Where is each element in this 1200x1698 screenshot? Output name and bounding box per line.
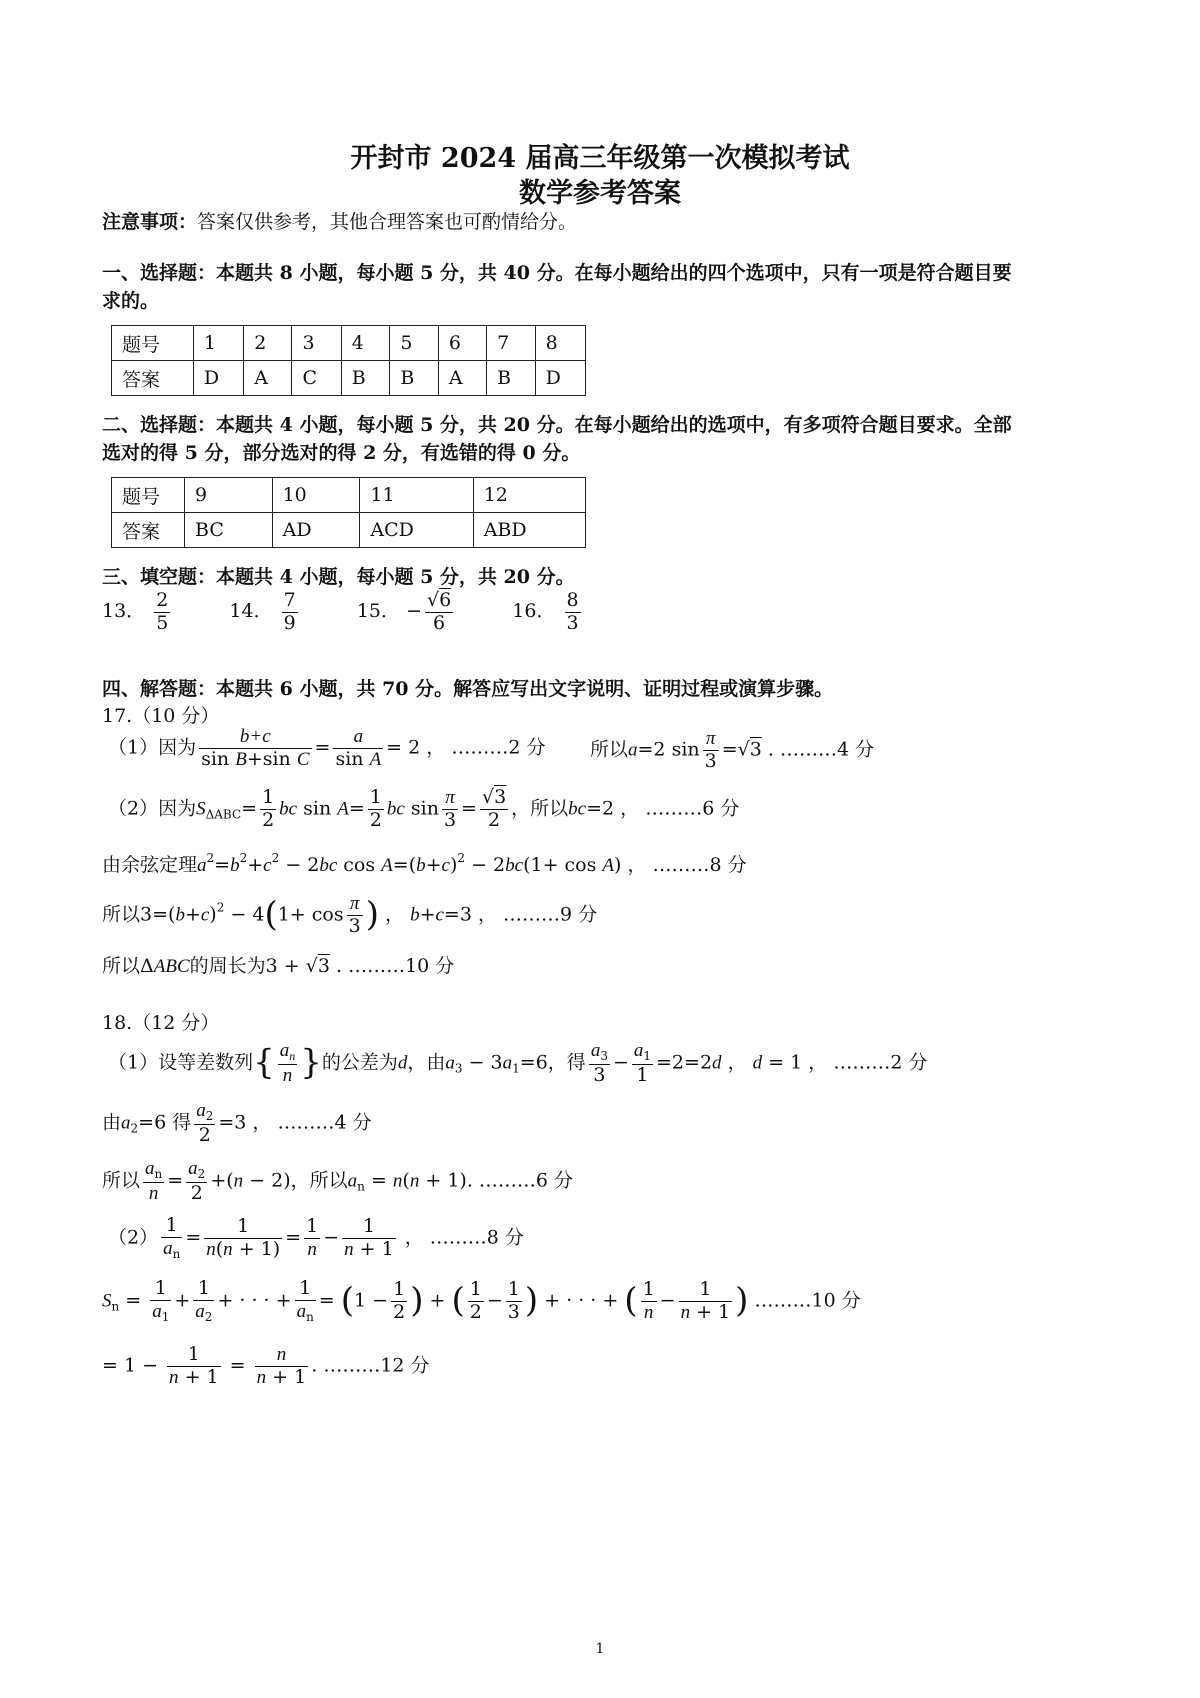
q17-line4: 所以$3=(b+c)^2 - 4(1+ \cos$ $\frac{\pi}{3}$ ) ， b+c=3 ， ………9 分 (102, 893, 598, 937)
answer-13: 13． $\frac{2}{5}$ (102, 589, 169, 634)
q18-line5: $S_n$ = $\frac{1}{a_1}$ + $\frac{1}{a_2}$ + · · · + $\frac{1}{a_n}$ = (1 − $\frac{1}{2}$ ) + ( $\frac{1}{2}$ − $\frac{1}{3}$ ) + · · · + ( $\frac{1}{n}$ − $\frac{1}{n + 1}$ ) ………10 分 (102, 1277, 861, 1324)
table-row (112, 361, 586, 396)
notice (102, 207, 577, 234)
answer-14: 14． $\frac{7}{9}$ (229, 589, 296, 634)
section1-heading-line2: 求的。 (102, 290, 160, 312)
q18-label: 18.（12 分） (102, 1012, 220, 1034)
table-cell: 题号 (112, 478, 185, 513)
section2-answer-table (111, 477, 586, 548)
table-cell: 6 (438, 326, 486, 361)
table-cell: A (438, 361, 486, 396)
table-cell: B (390, 361, 439, 396)
table-cell: B (487, 361, 536, 396)
table-cell: 2 (244, 326, 292, 361)
table-cell: C (292, 361, 341, 396)
table-cell: 答案 (112, 361, 194, 396)
table-cell: 5 (390, 326, 439, 361)
table-cell: D (193, 361, 243, 396)
table-cell: 8 (535, 326, 585, 361)
section1-answer-table (111, 325, 586, 396)
section1-heading-line1: 一、选择题：本题共 8 小题，每小题 5 分，共 40 分。在每小题给出的四个选项中，只有一项是符合题目要 (102, 262, 1012, 284)
notice-text: 答案仅供参考，其他合理答案也可酌情给分。 (197, 211, 578, 233)
table-cell: 9 (185, 478, 273, 513)
table-cell: 10 (272, 478, 360, 513)
table-cell: 4 (341, 326, 390, 361)
q17-part1: （1）因为 $\frac{b+c}{\text{sin B+sin C}}$ = $\frac{a}{\text{sin A}}$ = 2 ， ………2 分 (108, 726, 546, 770)
doc-subtitle: 数学参考答案 (519, 178, 681, 209)
q18-line3: 所以 $\frac{a_n}{n}$ = $\frac{a_2}{2}$ +(n − 2)，所以$a_n = n(n + 1)$. ………6 分 (102, 1158, 574, 1204)
table-row (112, 513, 586, 548)
notice-label: 注意事项： (102, 211, 198, 233)
fill-blank-answers (102, 590, 584, 635)
table-cell: 7 (487, 326, 536, 361)
table-row (112, 478, 586, 513)
section2-heading-line2: 选对的得 5 分，部分选对的得 2 分，有选错的得 0 分。 (102, 442, 581, 464)
table-cell: AD (272, 513, 360, 548)
doc-title: 开封市 2024 届高三年级第一次模拟考试 (350, 143, 850, 174)
table-cell: ACD (360, 513, 473, 548)
q18-line6: = 1 − $\frac{1}{n + 1}$ = $\frac{n}{n + 1}$ . ………12 分 (102, 1343, 430, 1388)
table-cell: A (244, 361, 292, 396)
q17-line5: 所以ΔABC的周长为3 + √3 . ………10 分 (102, 955, 455, 977)
q17-label: 17.（10 分） (102, 705, 220, 727)
q17-line3: 由余弦定理$a^2=b^2+c^2 - 2bc$ $\cos A=(b+c)^2 - 2bc(1+ \cos A)$ ， ………8 分 (102, 851, 747, 876)
table-cell: 答案 (112, 513, 185, 548)
q18-part1: （1）设等差数列{ $\frac{a_n}{n}$ }的公差为d，由$a_3 - 3a_1=6$，得 $\frac{a_3}{3}$ − $\frac{a_1}{1}$ =2=2d ， d = 1 ， ………2 分 (108, 1040, 928, 1086)
table-cell: D (535, 361, 585, 396)
q17-part2: （2）因为$S_{\Delta ABC}=$ $\frac{1}{2}$ bc sin A= $\frac{1}{2}$ bc sin $\frac{\pi}{3}$ = $\frac{√3}{2}$ ，所以bc=2 ， ………6 分 (108, 786, 740, 831)
table-cell: 12 (473, 478, 585, 513)
page-number: 1 (595, 1641, 605, 1657)
table-cell: 题号 (112, 326, 194, 361)
table-cell: 11 (360, 478, 473, 513)
table-cell: 1 (193, 326, 243, 361)
table-cell: BC (185, 513, 273, 548)
answer-16: 16． $\frac{8}{3}$ (512, 589, 579, 634)
section2-heading-line1: 二、选择题：本题共 4 小题，每小题 5 分，共 20 分。在每小题给出的选项中，有多项符合题目要求。全部 (102, 414, 1012, 436)
table-cell: 3 (292, 326, 341, 361)
q18-line2: 由$a_2=6$ 得 $\frac{a_2}{2}$ =3 ， ………4 分 (102, 1100, 372, 1146)
table-cell: ABD (473, 513, 585, 548)
section3-heading: 三、填空题：本题共 4 小题，每小题 5 分，共 20 分。 (102, 566, 575, 588)
answer-15: 15． − $\frac{√6}{6}$ (356, 589, 452, 634)
q18-part2: （2） $\frac{1}{a_n}$ = $\frac{1}{n(n + 1)}$ = $\frac{1}{n}$ − $\frac{1}{n + 1}$ ， ………8 分 (108, 1214, 524, 1261)
section4-heading: 四、解答题：本题共 6 小题，共 70 分。解答应写出文字说明、证明过程或演算步骤。 (102, 678, 834, 700)
table-cell: B (341, 361, 390, 396)
table-row (112, 326, 586, 361)
q17-part1-result: 所以a=2 sin $\frac{\pi}{3}$ =√3 . ………4 分 (590, 728, 875, 772)
